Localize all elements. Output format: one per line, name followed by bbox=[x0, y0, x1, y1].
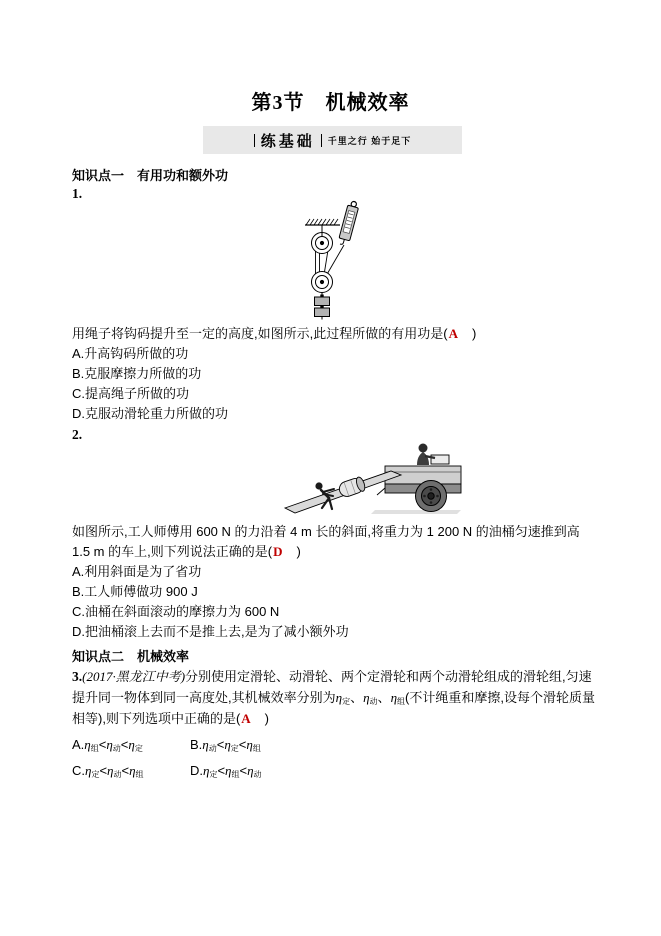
question-1-stem-text: 用绳子将钩码提升至一定的高度,如图所示,此过程所做的有用功是( bbox=[72, 326, 448, 341]
incline-cart-diagram bbox=[283, 438, 463, 514]
question-2-answer: D bbox=[273, 544, 283, 559]
question-3-close-paren: ) bbox=[251, 711, 270, 726]
option-c-label: C. bbox=[72, 763, 85, 778]
question-3-options bbox=[72, 735, 599, 781]
weights-icon bbox=[315, 293, 330, 320]
question-1-number: 1. bbox=[72, 186, 83, 201]
banner-divider-left-icon bbox=[254, 134, 255, 147]
question-1-block bbox=[72, 324, 476, 424]
question-3-option-c bbox=[72, 761, 190, 781]
movable-pulley-icon bbox=[312, 272, 333, 293]
question-3-option-b bbox=[190, 735, 599, 755]
spring-scale-icon bbox=[338, 200, 360, 246]
banner-title: 练基础 bbox=[260, 132, 315, 150]
question-1-stem bbox=[72, 324, 476, 344]
option-d-label: D. bbox=[190, 763, 203, 778]
pulley-system-diagram bbox=[272, 196, 400, 322]
question-2-stem-text: 如图所示,工人师傅用 600 N 的力沿着 4 m 长的斜面,将重力为 1 200 N 的油桶匀速推到高 1.5 m 的车上,则下列说法正确的是( bbox=[72, 524, 580, 559]
question-3-option-a bbox=[72, 735, 190, 755]
question-1-option-b: B.克服摩擦力所做的功 bbox=[72, 366, 202, 381]
banner-tagline: 千里之行 始于足下 bbox=[327, 135, 412, 146]
option-c-expression: $\eta_定<\eta_动<\eta_组$ bbox=[85, 763, 144, 779]
ground-shadow bbox=[371, 510, 461, 514]
question-2-stem bbox=[72, 522, 599, 562]
question-2-close-paren: ) bbox=[283, 544, 301, 559]
question-2-block bbox=[72, 522, 599, 642]
question-2-option-d: D.把油桶滚上去而不是推上去,是为了减小额外功 bbox=[72, 624, 349, 639]
question-3-number: 3. bbox=[72, 669, 83, 684]
wheel-icon bbox=[416, 481, 447, 512]
fixed-pulley-icon bbox=[312, 233, 333, 254]
option-d-expression: $\eta_定<\eta_组<\eta_动$ bbox=[203, 763, 262, 779]
page-title: 第3节 机械效率 bbox=[251, 92, 410, 114]
question-3-source: (2017·黑龙江中考) bbox=[82, 669, 186, 684]
question-3-stem-text-1: 分别使用定滑轮、动滑轮、两个定滑轮和两个动滑轮组成的滑轮组,匀速提升同一物体到同一高度处,其机械效率分别为 bbox=[72, 669, 592, 705]
question-1-option-a: A.升高钩码所做的功 bbox=[72, 346, 189, 361]
knowledge-point-2-heading: 知识点二 机械效率 bbox=[72, 649, 190, 664]
question-1-option-d: D.克服动滑轮重力所做的功 bbox=[72, 406, 229, 421]
question-1-close-paren: ) bbox=[458, 326, 477, 341]
option-b-label: B. bbox=[190, 737, 203, 752]
question-2-number: 2. bbox=[72, 427, 83, 442]
knowledge-point-1-heading: 知识点一 有用功和额外功 bbox=[72, 168, 229, 183]
option-a-expression: $\eta_组<\eta_动<\eta_定$ bbox=[84, 737, 143, 753]
question-1-answer: A bbox=[448, 326, 458, 341]
question-2-option-a: A.利用斜面是为了省功 bbox=[72, 564, 202, 579]
question-3-stem-text-2: (不计绳重和摩擦,设每个滑轮质量相等),则下列选项中正确的是( bbox=[72, 690, 595, 726]
ceiling-hatch-icon bbox=[306, 219, 338, 225]
question-1-option-c: C.提高绳子所做的功 bbox=[72, 386, 190, 401]
question-3-option-d bbox=[190, 761, 599, 781]
question-3-stem bbox=[72, 666, 599, 729]
option-b-expression: $\eta_动<\eta_定<\eta_组$ bbox=[202, 737, 261, 753]
question-3-block bbox=[72, 666, 599, 781]
banner-divider-right-icon bbox=[321, 134, 322, 147]
question-2-option-c: C.油桶在斜面滚动的摩擦力为 600 N bbox=[72, 604, 280, 619]
option-a-label: A. bbox=[72, 737, 85, 752]
question-2-option-b: B.工人师傅做功 900 J bbox=[72, 584, 198, 599]
section-banner bbox=[203, 126, 462, 154]
question-3-eta-list: $\eta_定$、$\eta_动$、$\eta_组$ bbox=[335, 690, 406, 706]
question-3-answer: A bbox=[241, 711, 251, 726]
